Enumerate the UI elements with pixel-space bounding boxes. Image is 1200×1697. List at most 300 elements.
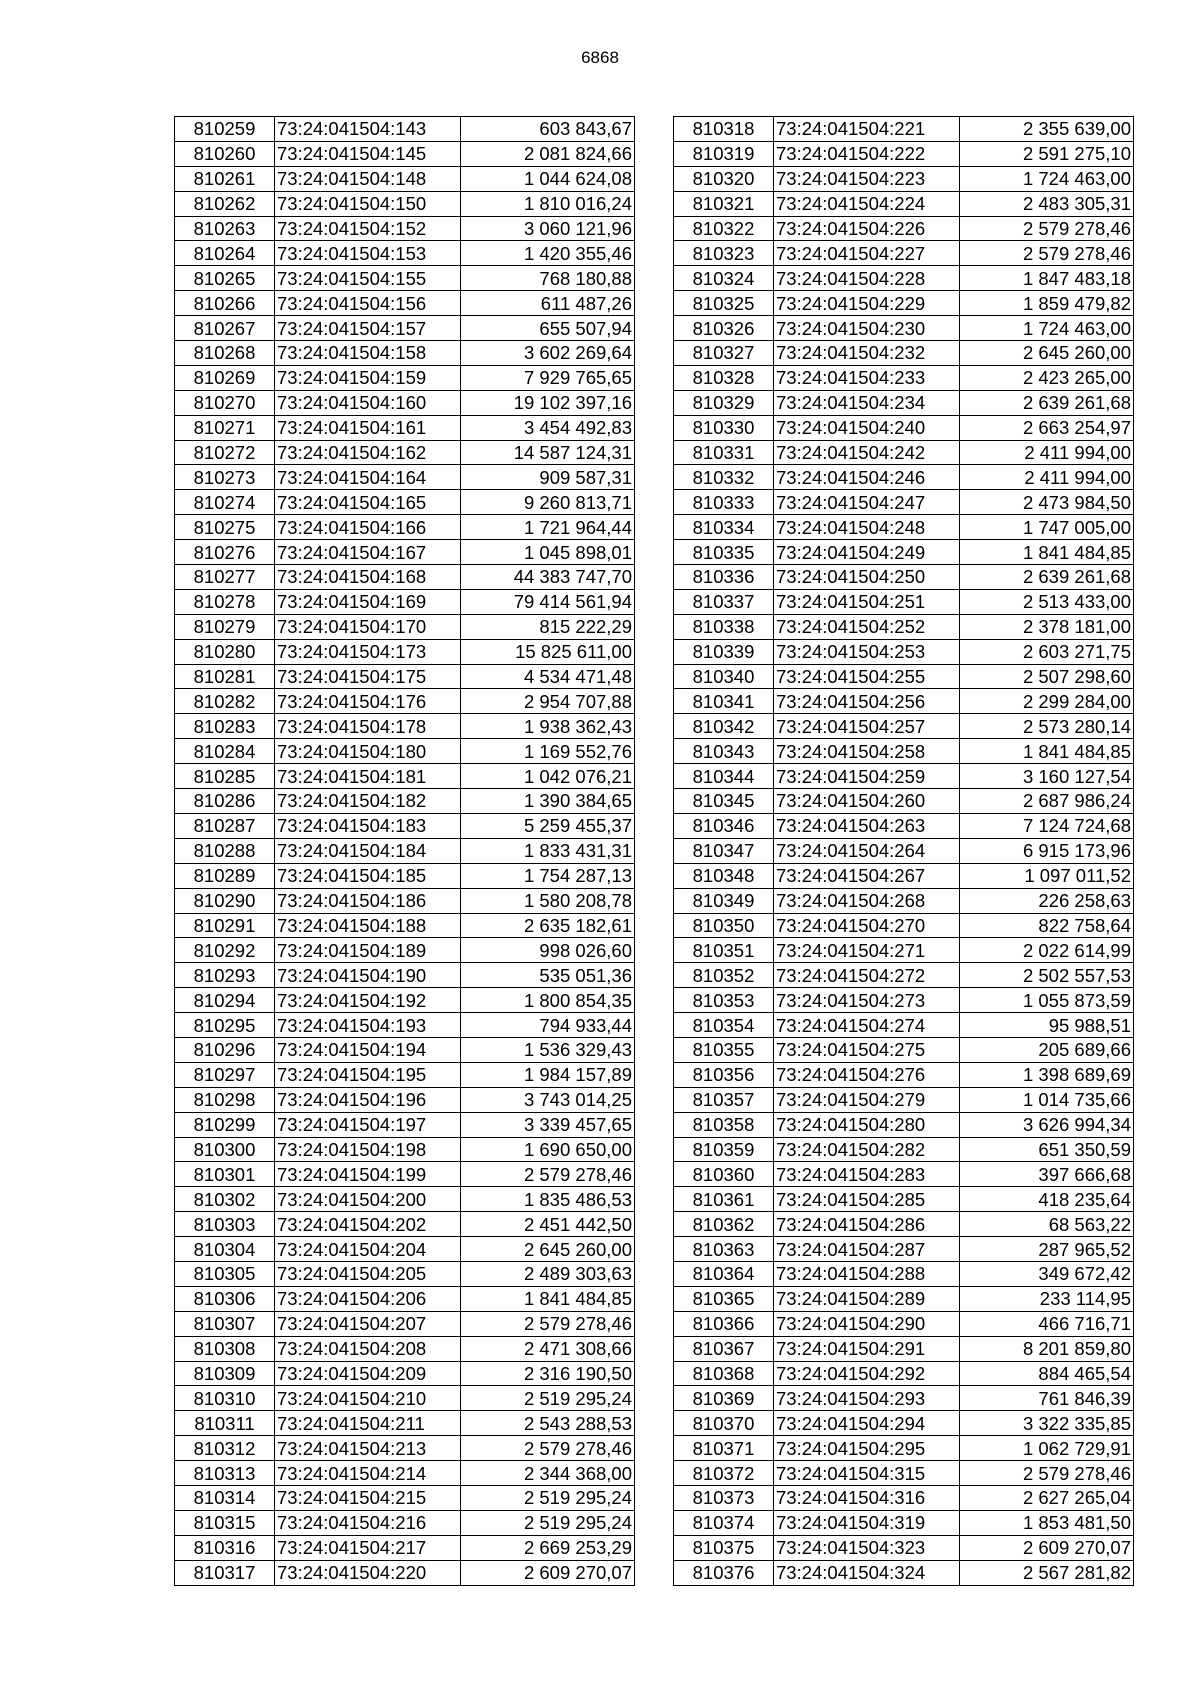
value-cell: 2 519 295,24 <box>461 1485 635 1510</box>
table-row <box>175 141 635 166</box>
value-cell: 1 724 463,00 <box>960 316 1134 341</box>
cadastral-number-cell: 73:24:041504:279 <box>774 1087 960 1112</box>
table-row <box>674 1062 1134 1087</box>
table-row <box>175 1187 635 1212</box>
value-cell: 1 044 624,08 <box>461 166 635 191</box>
cadastral-number-cell: 73:24:041504:204 <box>275 1237 461 1262</box>
row-number-cell: 810332 <box>674 465 774 490</box>
cadastral-number-cell: 73:24:041504:221 <box>774 117 960 142</box>
row-number-cell: 810311 <box>175 1411 275 1436</box>
cadastral-number-cell: 73:24:041504:286 <box>774 1212 960 1237</box>
table-row <box>674 1386 1134 1411</box>
table-row <box>175 1286 635 1311</box>
table-row <box>674 1162 1134 1187</box>
row-number-cell: 810310 <box>175 1386 275 1411</box>
value-cell: 1 841 484,85 <box>461 1286 635 1311</box>
cadastral-number-cell: 73:24:041504:205 <box>275 1261 461 1286</box>
table-row <box>175 1411 635 1436</box>
cadastral-number-cell: 73:24:041504:165 <box>275 490 461 515</box>
cadastral-number-cell: 73:24:041504:200 <box>275 1187 461 1212</box>
table-row <box>674 913 1134 938</box>
value-cell: 19 102 397,16 <box>461 390 635 415</box>
value-cell: 1 721 964,44 <box>461 515 635 540</box>
table-row <box>674 216 1134 241</box>
cadastral-number-cell: 73:24:041504:271 <box>774 938 960 963</box>
table-row <box>674 1311 1134 1336</box>
value-cell: 2 519 295,24 <box>461 1510 635 1535</box>
left-table-body <box>175 117 635 1586</box>
cadastral-number-cell: 73:24:041504:256 <box>774 689 960 714</box>
value-cell: 794 933,44 <box>461 1013 635 1038</box>
table-row <box>674 664 1134 689</box>
row-number-cell: 810322 <box>674 216 774 241</box>
table-row <box>674 589 1134 614</box>
row-number-cell: 810370 <box>674 1411 774 1436</box>
cadastral-number-cell: 73:24:041504:290 <box>774 1311 960 1336</box>
table-row <box>674 1510 1134 1535</box>
table-row <box>674 1436 1134 1461</box>
value-cell: 233 114,95 <box>960 1286 1134 1311</box>
value-cell: 44 383 747,70 <box>461 565 635 590</box>
row-number-cell: 810323 <box>674 241 774 266</box>
value-cell: 651 350,59 <box>960 1137 1134 1162</box>
value-cell: 822 758,64 <box>960 913 1134 938</box>
table-row <box>175 1137 635 1162</box>
cadastral-number-cell: 73:24:041504:216 <box>275 1510 461 1535</box>
table-row <box>175 963 635 988</box>
row-number-cell: 810279 <box>175 614 275 639</box>
value-cell: 2 635 182,61 <box>461 913 635 938</box>
cadastral-number-cell: 73:24:041504:158 <box>275 341 461 366</box>
row-number-cell: 810291 <box>175 913 275 938</box>
cadastral-number-cell: 73:24:041504:275 <box>774 1037 960 1062</box>
table-row <box>175 1237 635 1262</box>
cadastral-number-cell: 73:24:041504:272 <box>774 963 960 988</box>
row-number-cell: 810261 <box>175 166 275 191</box>
cadastral-number-cell: 73:24:041504:215 <box>275 1485 461 1510</box>
row-number-cell: 810275 <box>175 515 275 540</box>
cadastral-number-cell: 73:24:041504:253 <box>774 639 960 664</box>
row-number-cell: 810280 <box>175 639 275 664</box>
cadastral-number-cell: 73:24:041504:252 <box>774 614 960 639</box>
table-row <box>674 938 1134 963</box>
value-cell: 2 573 280,14 <box>960 714 1134 739</box>
value-cell: 2 411 994,00 <box>960 440 1134 465</box>
value-cell: 397 666,68 <box>960 1162 1134 1187</box>
value-cell: 1 747 005,00 <box>960 515 1134 540</box>
row-number-cell: 810277 <box>175 565 275 590</box>
value-cell: 1 800 854,35 <box>461 988 635 1013</box>
row-number-cell: 810264 <box>175 241 275 266</box>
value-cell: 2 579 278,46 <box>960 241 1134 266</box>
table-row <box>175 938 635 963</box>
value-cell: 1 984 157,89 <box>461 1062 635 1087</box>
table-row <box>175 764 635 789</box>
row-number-cell: 810289 <box>175 863 275 888</box>
table-row <box>175 1436 635 1461</box>
cadastral-number-cell: 73:24:041504:194 <box>275 1037 461 1062</box>
table-row <box>674 639 1134 664</box>
value-cell: 2 639 261,68 <box>960 565 1134 590</box>
table-row <box>674 739 1134 764</box>
table-row <box>175 988 635 1013</box>
value-cell: 95 988,51 <box>960 1013 1134 1038</box>
row-number-cell: 810260 <box>175 141 275 166</box>
value-cell: 2 502 557,53 <box>960 963 1134 988</box>
cadastral-number-cell: 73:24:041504:295 <box>774 1436 960 1461</box>
cadastral-number-cell: 73:24:041504:197 <box>275 1112 461 1137</box>
value-cell: 2 579 278,46 <box>960 1461 1134 1486</box>
value-cell: 2 513 433,00 <box>960 589 1134 614</box>
table-row <box>175 614 635 639</box>
cadastral-number-cell: 73:24:041504:213 <box>275 1436 461 1461</box>
row-number-cell: 810331 <box>674 440 774 465</box>
cadastral-number-cell: 73:24:041504:285 <box>774 1187 960 1212</box>
cadastral-number-cell: 73:24:041504:249 <box>774 540 960 565</box>
row-number-cell: 810324 <box>674 266 774 291</box>
table-row <box>175 1510 635 1535</box>
row-number-cell: 810307 <box>175 1311 275 1336</box>
cadastral-number-cell: 73:24:041504:182 <box>275 789 461 814</box>
row-number-cell: 810284 <box>175 739 275 764</box>
table-row <box>674 863 1134 888</box>
value-cell: 2 645 260,00 <box>960 341 1134 366</box>
table-row <box>175 739 635 764</box>
value-cell: 2 543 288,53 <box>461 1411 635 1436</box>
row-number-cell: 810354 <box>674 1013 774 1038</box>
cadastral-number-cell: 73:24:041504:189 <box>275 938 461 963</box>
table-row <box>175 1261 635 1286</box>
page-number: 6868 <box>581 48 619 67</box>
table-row <box>175 714 635 739</box>
row-number-cell: 810371 <box>674 1436 774 1461</box>
cadastral-number-cell: 73:24:041504:156 <box>275 291 461 316</box>
row-number-cell: 810362 <box>674 1212 774 1237</box>
row-number-cell: 810334 <box>674 515 774 540</box>
table-row <box>175 1461 635 1486</box>
table-row <box>674 1560 1134 1585</box>
table-row <box>674 565 1134 590</box>
table-row <box>175 888 635 913</box>
cadastral-number-cell: 73:24:041504:159 <box>275 365 461 390</box>
cadastral-number-cell: 73:24:041504:214 <box>275 1461 461 1486</box>
value-cell: 1 045 898,01 <box>461 540 635 565</box>
cadastral-number-cell: 73:24:041504:153 <box>275 241 461 266</box>
cadastral-number-cell: 73:24:041504:228 <box>774 266 960 291</box>
row-number-cell: 810349 <box>674 888 774 913</box>
value-cell: 611 487,26 <box>461 291 635 316</box>
row-number-cell: 810340 <box>674 664 774 689</box>
table-row <box>674 988 1134 1013</box>
value-cell: 1 390 384,65 <box>461 789 635 814</box>
value-cell: 1 853 481,50 <box>960 1510 1134 1535</box>
table-row <box>674 365 1134 390</box>
row-number-cell: 810288 <box>175 838 275 863</box>
cadastral-number-cell: 73:24:041504:161 <box>275 415 461 440</box>
row-number-cell: 810290 <box>175 888 275 913</box>
cadastral-number-cell: 73:24:041504:324 <box>774 1560 960 1585</box>
cadastral-number-cell: 73:24:041504:264 <box>774 838 960 863</box>
value-cell: 3 339 457,65 <box>461 1112 635 1137</box>
cadastral-number-cell: 73:24:041504:291 <box>774 1336 960 1361</box>
table-row <box>175 1311 635 1336</box>
value-cell: 1 014 735,66 <box>960 1087 1134 1112</box>
table-row <box>175 1361 635 1386</box>
table-row <box>175 1485 635 1510</box>
table-row <box>175 540 635 565</box>
cadastral-number-cell: 73:24:041504:211 <box>275 1411 461 1436</box>
value-cell: 909 587,31 <box>461 465 635 490</box>
value-cell: 2 355 639,00 <box>960 117 1134 142</box>
row-number-cell: 810336 <box>674 565 774 590</box>
cadastral-number-cell: 73:24:041504:184 <box>275 838 461 863</box>
row-number-cell: 810299 <box>175 1112 275 1137</box>
row-number-cell: 810363 <box>674 1237 774 1262</box>
table-row <box>674 1237 1134 1262</box>
cadastral-number-cell: 73:24:041504:162 <box>275 440 461 465</box>
value-cell: 2 627 265,04 <box>960 1485 1134 1510</box>
value-cell: 2 507 298,60 <box>960 664 1134 689</box>
table-row <box>175 440 635 465</box>
row-number-cell: 810333 <box>674 490 774 515</box>
value-cell: 1 810 016,24 <box>461 191 635 216</box>
value-cell: 3 060 121,96 <box>461 216 635 241</box>
row-number-cell: 810314 <box>175 1485 275 1510</box>
row-number-cell: 810262 <box>175 191 275 216</box>
cadastral-number-cell: 73:24:041504:222 <box>774 141 960 166</box>
row-number-cell: 810301 <box>175 1162 275 1187</box>
row-number-cell: 810294 <box>175 988 275 1013</box>
cadastral-number-cell: 73:24:041504:207 <box>275 1311 461 1336</box>
cadastral-number-cell: 73:24:041504:155 <box>275 266 461 291</box>
cadastral-number-cell: 73:24:041504:315 <box>774 1461 960 1486</box>
cadastral-number-cell: 73:24:041504:240 <box>774 415 960 440</box>
value-cell: 3 160 127,54 <box>960 764 1134 789</box>
cadastral-number-cell: 73:24:041504:267 <box>774 863 960 888</box>
cadastral-number-cell: 73:24:041504:260 <box>774 789 960 814</box>
table-row <box>175 565 635 590</box>
cadastral-number-cell: 73:24:041504:230 <box>774 316 960 341</box>
value-cell: 2 663 254,97 <box>960 415 1134 440</box>
row-number-cell: 810327 <box>674 341 774 366</box>
table-row <box>175 1087 635 1112</box>
row-number-cell: 810259 <box>175 117 275 142</box>
row-number-cell: 810265 <box>175 266 275 291</box>
cadastral-number-cell: 73:24:041504:316 <box>774 1485 960 1510</box>
cadastral-number-cell: 73:24:041504:223 <box>774 166 960 191</box>
table-row <box>674 1461 1134 1486</box>
value-cell: 3 602 269,64 <box>461 341 635 366</box>
value-cell: 2 687 986,24 <box>960 789 1134 814</box>
table-row <box>175 341 635 366</box>
cadastral-number-cell: 73:24:041504:323 <box>774 1535 960 1560</box>
cadastral-number-cell: 73:24:041504:164 <box>275 465 461 490</box>
value-cell: 68 563,22 <box>960 1212 1134 1237</box>
cadastral-number-cell: 73:24:041504:196 <box>275 1087 461 1112</box>
cadastral-number-cell: 73:24:041504:263 <box>774 813 960 838</box>
value-cell: 418 235,64 <box>960 1187 1134 1212</box>
cadastral-number-cell: 73:24:041504:195 <box>275 1062 461 1087</box>
row-number-cell: 810335 <box>674 540 774 565</box>
value-cell: 2 423 265,00 <box>960 365 1134 390</box>
cadastral-number-cell: 73:24:041504:257 <box>774 714 960 739</box>
table-row <box>674 241 1134 266</box>
table-row <box>175 291 635 316</box>
table-row <box>175 166 635 191</box>
table-row <box>175 241 635 266</box>
cadastral-number-cell: 73:24:041504:289 <box>774 1286 960 1311</box>
cadastral-number-cell: 73:24:041504:242 <box>774 440 960 465</box>
row-number-cell: 810300 <box>175 1137 275 1162</box>
cadastral-number-cell: 73:24:041504:251 <box>774 589 960 614</box>
row-number-cell: 810273 <box>175 465 275 490</box>
value-cell: 205 689,66 <box>960 1037 1134 1062</box>
table-row <box>175 1112 635 1137</box>
row-number-cell: 810374 <box>674 1510 774 1535</box>
value-cell: 1 062 729,91 <box>960 1436 1134 1461</box>
value-cell: 2 519 295,24 <box>461 1386 635 1411</box>
cadastral-number-cell: 73:24:041504:250 <box>774 565 960 590</box>
value-cell: 1 754 287,13 <box>461 863 635 888</box>
value-cell: 6 915 173,96 <box>960 838 1134 863</box>
table-row <box>175 415 635 440</box>
right-data-table <box>673 116 1134 1586</box>
cadastral-number-cell: 73:24:041504:210 <box>275 1386 461 1411</box>
row-number-cell: 810317 <box>175 1560 275 1585</box>
value-cell: 2 603 271,75 <box>960 639 1134 664</box>
value-cell: 1 169 552,76 <box>461 739 635 764</box>
table-row <box>674 689 1134 714</box>
value-cell: 2 579 278,46 <box>461 1162 635 1187</box>
value-cell: 2 579 278,46 <box>461 1436 635 1461</box>
value-cell: 2 579 278,46 <box>960 216 1134 241</box>
value-cell: 15 825 611,00 <box>461 639 635 664</box>
row-number-cell: 810347 <box>674 838 774 863</box>
table-row <box>674 1361 1134 1386</box>
row-number-cell: 810302 <box>175 1187 275 1212</box>
value-cell: 761 846,39 <box>960 1386 1134 1411</box>
cadastral-number-cell: 73:24:041504:233 <box>774 365 960 390</box>
value-cell: 1 580 208,78 <box>461 888 635 913</box>
cadastral-number-cell: 73:24:041504:185 <box>275 863 461 888</box>
row-number-cell: 810350 <box>674 913 774 938</box>
cadastral-number-cell: 73:24:041504:190 <box>275 963 461 988</box>
row-number-cell: 810364 <box>674 1261 774 1286</box>
row-number-cell: 810375 <box>674 1535 774 1560</box>
value-cell: 2 473 984,50 <box>960 490 1134 515</box>
table-row <box>674 1336 1134 1361</box>
value-cell: 1 097 011,52 <box>960 863 1134 888</box>
cadastral-number-cell: 73:24:041504:209 <box>275 1361 461 1386</box>
value-cell: 2 299 284,00 <box>960 689 1134 714</box>
table-row <box>674 415 1134 440</box>
cadastral-number-cell: 73:24:041504:287 <box>774 1237 960 1262</box>
row-number-cell: 810318 <box>674 117 774 142</box>
table-row <box>674 291 1134 316</box>
row-number-cell: 810274 <box>175 490 275 515</box>
table-row <box>175 589 635 614</box>
table-row <box>674 888 1134 913</box>
cadastral-number-cell: 73:24:041504:208 <box>275 1336 461 1361</box>
row-number-cell: 810295 <box>175 1013 275 1038</box>
row-number-cell: 810369 <box>674 1386 774 1411</box>
value-cell: 2 483 305,31 <box>960 191 1134 216</box>
row-number-cell: 810312 <box>175 1436 275 1461</box>
value-cell: 3 743 014,25 <box>461 1087 635 1112</box>
table-row <box>674 1137 1134 1162</box>
row-number-cell: 810328 <box>674 365 774 390</box>
value-cell: 1 724 463,00 <box>960 166 1134 191</box>
value-cell: 2 645 260,00 <box>461 1237 635 1262</box>
value-cell: 1 938 362,43 <box>461 714 635 739</box>
value-cell: 9 260 813,71 <box>461 490 635 515</box>
table-row <box>674 1261 1134 1286</box>
value-cell: 2 081 824,66 <box>461 141 635 166</box>
row-number-cell: 810286 <box>175 789 275 814</box>
row-number-cell: 810296 <box>175 1037 275 1062</box>
table-row <box>175 117 635 142</box>
cadastral-number-cell: 73:24:041504:180 <box>275 739 461 764</box>
table-row <box>674 440 1134 465</box>
table-row <box>674 1037 1134 1062</box>
row-number-cell: 810330 <box>674 415 774 440</box>
row-number-cell: 810367 <box>674 1336 774 1361</box>
cadastral-number-cell: 73:24:041504:246 <box>774 465 960 490</box>
row-number-cell: 810366 <box>674 1311 774 1336</box>
table-row <box>175 664 635 689</box>
value-cell: 2 344 368,00 <box>461 1461 635 1486</box>
row-number-cell: 810278 <box>175 589 275 614</box>
row-number-cell: 810309 <box>175 1361 275 1386</box>
row-number-cell: 810359 <box>674 1137 774 1162</box>
row-number-cell: 810270 <box>175 390 275 415</box>
value-cell: 1 690 650,00 <box>461 1137 635 1162</box>
table-row <box>674 1187 1134 1212</box>
value-cell: 2 669 253,29 <box>461 1535 635 1560</box>
cadastral-number-cell: 73:24:041504:294 <box>774 1411 960 1436</box>
table-row <box>175 1560 635 1585</box>
value-cell: 2 609 270,07 <box>960 1535 1134 1560</box>
table-row <box>674 166 1134 191</box>
table-row <box>175 490 635 515</box>
value-cell: 3 454 492,83 <box>461 415 635 440</box>
row-number-cell: 810304 <box>175 1237 275 1262</box>
cadastral-number-cell: 73:24:041504:270 <box>774 913 960 938</box>
cadastral-number-cell: 73:24:041504:198 <box>275 1137 461 1162</box>
cadastral-number-cell: 73:24:041504:227 <box>774 241 960 266</box>
table-row <box>674 813 1134 838</box>
cadastral-number-cell: 73:24:041504:160 <box>275 390 461 415</box>
row-number-cell: 810263 <box>175 216 275 241</box>
row-number-cell: 810319 <box>674 141 774 166</box>
cadastral-number-cell: 73:24:041504:188 <box>275 913 461 938</box>
row-number-cell: 810344 <box>674 764 774 789</box>
right-table-body <box>674 117 1134 1586</box>
row-number-cell: 810320 <box>674 166 774 191</box>
cadastral-number-cell: 73:24:041504:273 <box>774 988 960 1013</box>
table-row <box>175 1162 635 1187</box>
table-row <box>674 117 1134 142</box>
cadastral-number-cell: 73:24:041504:229 <box>774 291 960 316</box>
row-number-cell: 810342 <box>674 714 774 739</box>
row-number-cell: 810341 <box>674 689 774 714</box>
table-row <box>175 1336 635 1361</box>
value-cell: 884 465,54 <box>960 1361 1134 1386</box>
value-cell: 349 672,42 <box>960 1261 1134 1286</box>
value-cell: 2 022 614,99 <box>960 938 1134 963</box>
row-number-cell: 810316 <box>175 1535 275 1560</box>
table-row <box>674 390 1134 415</box>
